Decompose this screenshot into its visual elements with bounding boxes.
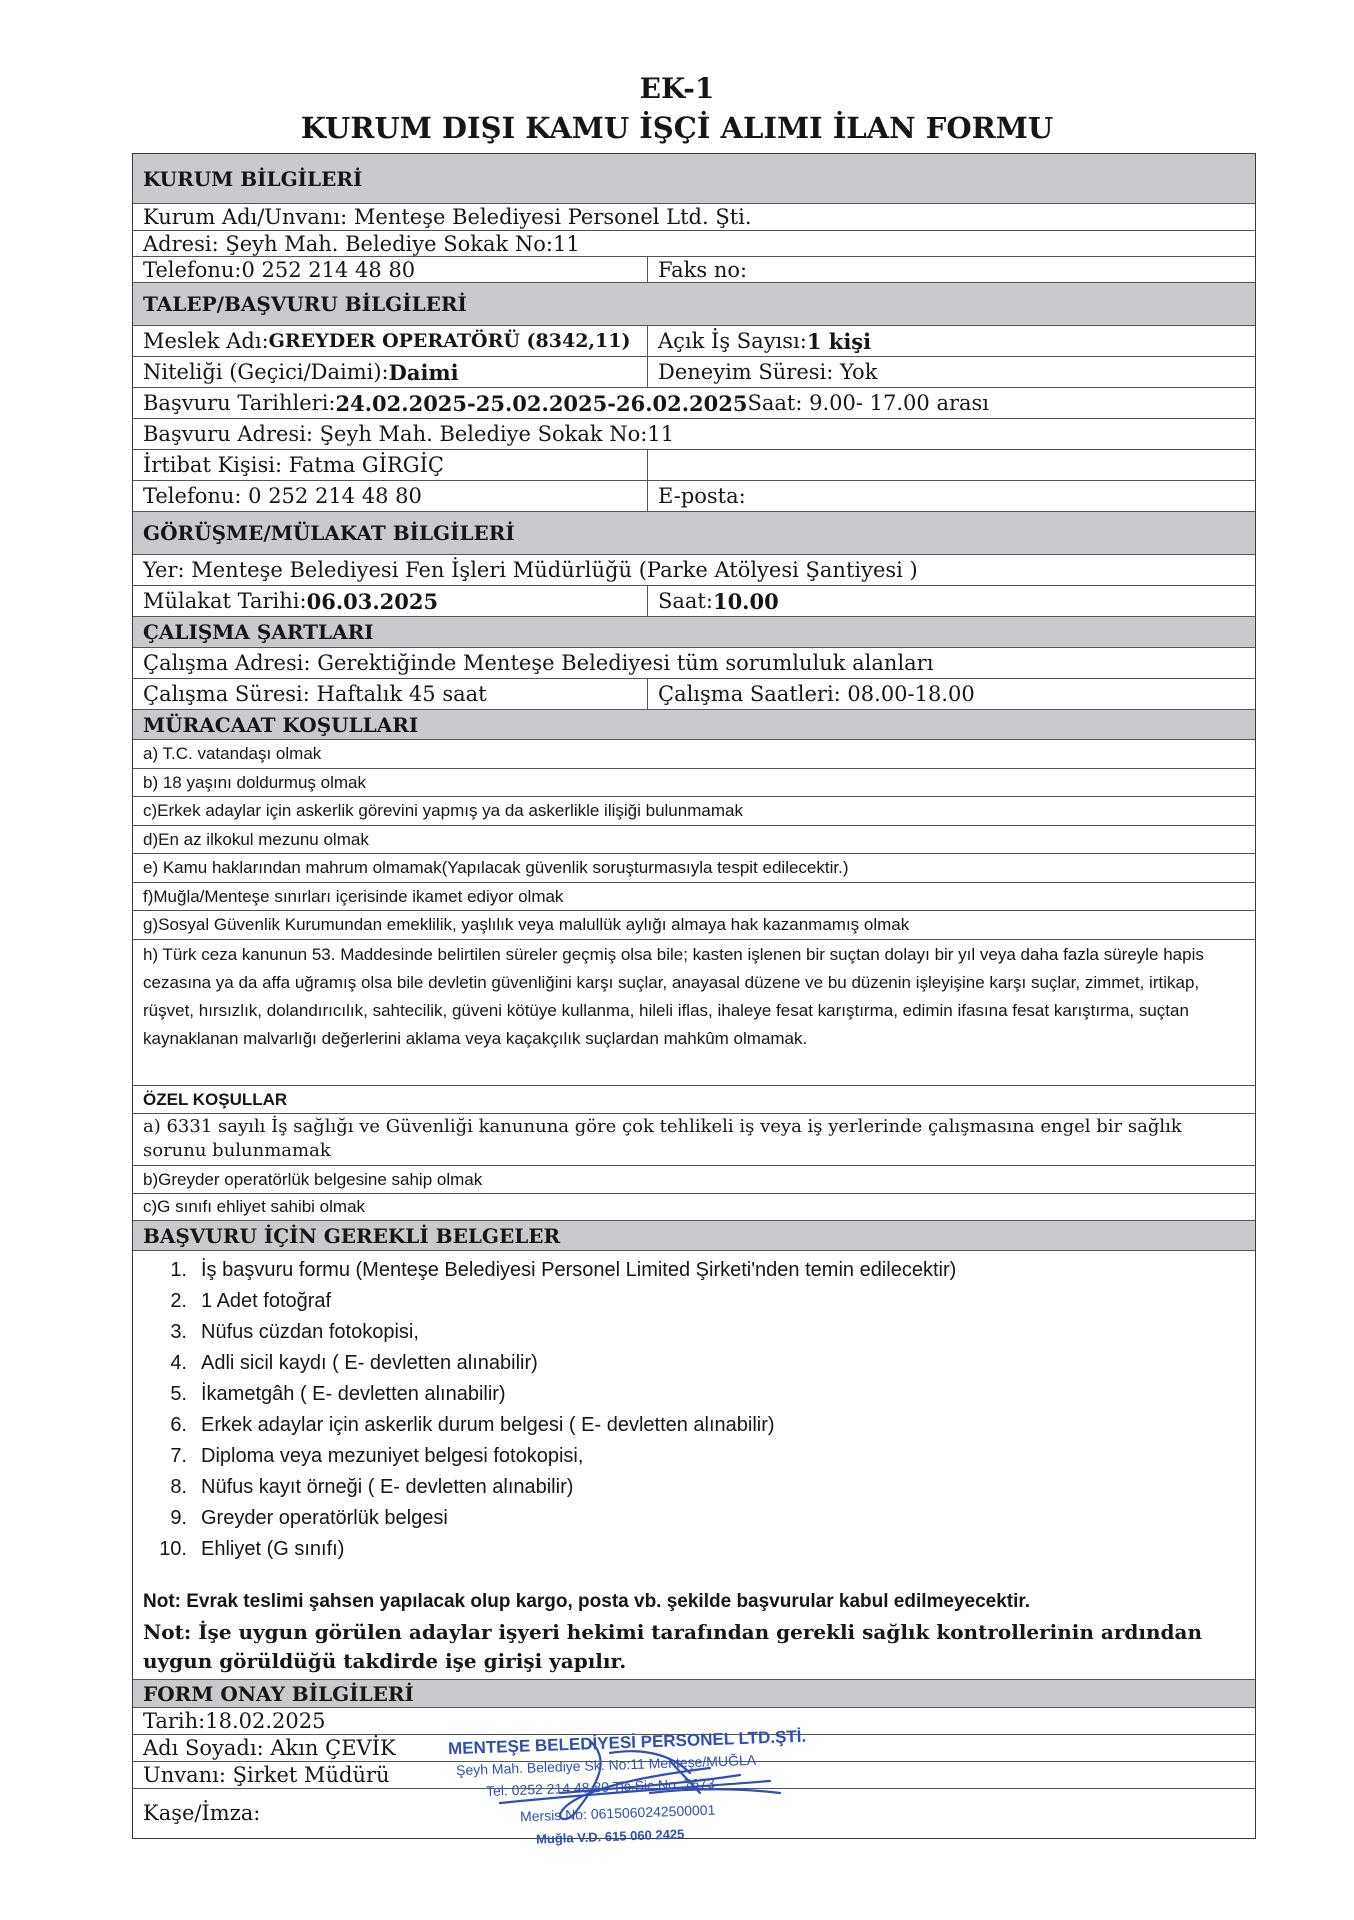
- belge-item: 4. Adli sicil kaydı ( E- devletten alınabilir): [170, 1351, 538, 1374]
- ozel-item-c-text: c)G sınıfı ehliyet sahibi olmak: [143, 1197, 366, 1216]
- kurum-phone: Telefonu:0 252 214 48 80: [143, 257, 416, 282]
- section-header-muracaat: MÜRACAAT KOŞULLARI: [133, 710, 1255, 740]
- onay-kase: Kaşe/İmza:: [143, 1801, 261, 1825]
- muracaat-item-text: e) Kamu haklarından mahrum olmamak(Yapılacak güvenlik soruşturmasıyla tespit edilecektir.): [143, 858, 849, 877]
- document-header: [0, 70, 1354, 148]
- irtibat-empty-cell: [647, 450, 1255, 480]
- belge-item: 10. Ehliyet (G sınıfı): [159, 1537, 345, 1560]
- kurum-address-row: [133, 231, 1255, 257]
- belge-item: 7. Diploma veya mezuniyet belgesi fotokopisi,: [170, 1444, 584, 1467]
- belgeler-note-1: [133, 1587, 1255, 1617]
- ozel-item-c: [133, 1194, 1255, 1221]
- section-header-kurum: KURUM BİLGİLERİ: [133, 154, 1255, 204]
- muracaat-item-h: [133, 940, 1255, 1086]
- belgeler-note-2-text: Not: İşe uygun görülen adaylar işyeri hekimi tarafından gerekli sağlık kontrollerinin ardından uygun görüldüğü takdirde işe girişi yapılır.: [143, 1620, 1202, 1673]
- belge-item: 6. Erkek adaylar için askerlik durum belgesi ( E- devletten alınabilir): [170, 1413, 775, 1436]
- muracaat-item: [133, 854, 1255, 883]
- muracaat-item: [133, 769, 1255, 797]
- muracaat-item: [133, 883, 1255, 911]
- muracaat-item: [133, 797, 1255, 826]
- stamp-line-2: Şeyh Mah. Belediye Sk. No:11 Menteşe/MUĞLA: [455, 1751, 757, 1779]
- ozel-item-b-text: b)Greyder operatörlük belgesine sahip olmak: [143, 1169, 483, 1189]
- form-title: KURUM DIŞI KAMU İŞÇİ ALIMI İLAN FORMU: [300, 111, 1054, 145]
- ozel-item-b: [133, 1166, 1255, 1194]
- muracaat-item-text: d)En az ilkokul mezunu olmak: [143, 829, 369, 849]
- belge-item: 3. Nüfus cüzdan fotokopisi,: [170, 1320, 419, 1343]
- ozel-item-a: [133, 1114, 1255, 1166]
- muracaat-item-text: f)Muğla/Menteşe sınırları içerisinde ikamet ediyor olmak: [143, 886, 564, 906]
- section-header-ozel: [133, 1086, 1255, 1114]
- muracaat-item-text: g)Sosyal Güvenlik Kurumundan emeklilik, yaşlılık veya malullük aylığı almaya hak kazanmamış olmak: [143, 915, 910, 934]
- talep-eposta: E-posta:: [647, 481, 1255, 511]
- mulakat-row: [133, 586, 1255, 617]
- onay-tarih: Tarih:18.02.2025: [143, 1709, 326, 1733]
- muracaat-item: [133, 740, 1255, 769]
- ozel-heading: ÖZEL KOŞULLAR: [143, 1089, 288, 1109]
- belgeler-note-2: [133, 1617, 1255, 1680]
- belge-item: 2. 1 Adet fotoğraf: [170, 1289, 332, 1312]
- section-header-talep: TALEP/BAŞVURU BİLGİLERİ: [133, 283, 1255, 326]
- belge-item: 5. İkametgâh ( E- devletten alınabilir): [170, 1382, 506, 1405]
- basvuru-tarih-row: [133, 388, 1255, 419]
- kurum-name: Kurum Adı/Unvanı: Menteşe Belediyesi Personel Ltd. Şti.: [143, 205, 752, 229]
- muracaat-item-text: c)Erkek adaylar için askerlik görevini yapmış ya da askerlikle ilişiği bulunmamak: [143, 801, 743, 820]
- calisma-adres-row: [133, 648, 1255, 679]
- section-header-gorusme: GÖRÜŞME/MÜLAKAT BİLGİLERİ: [133, 512, 1255, 555]
- annex-label: EK-1: [639, 72, 715, 105]
- mulakat-tarihi: Mülakat Tarihi: 06.03.2025: [143, 588, 439, 614]
- signature-icon: [440, 1733, 860, 1863]
- basvuru-adres-row: [133, 419, 1255, 450]
- gorusme-yer-row: [133, 555, 1255, 586]
- calisma-saatleri: Çalışma Saatleri: 08.00-18.00: [647, 679, 1255, 709]
- section-header-calisma: ÇALIŞMA ŞARTLARI: [133, 617, 1255, 648]
- stamp-line-1: MENTEŞE BELEDİYESİ PERSONEL LTD.ŞTİ.: [447, 1726, 807, 1759]
- onay-unvan: Unvanı: Şirket Müdürü: [143, 1763, 390, 1787]
- ozel-item-a-text: a) 6331 sayılı İş sağlığı ve Güvenliği kanununa göre çok tehlikeli iş veya iş yerlerinde çalışmasına engel bir sağlık sorunu bulunmamak: [143, 1116, 1182, 1161]
- acik-is-sayisi: Açık İş Sayısı: 1 kişi: [647, 326, 1255, 356]
- kurum-fax: Faks no:: [647, 257, 1255, 282]
- section-header-onay: FORM ONAY BİLGİLERİ: [133, 1680, 1255, 1708]
- muracaat-item: [133, 826, 1255, 854]
- talep-phone: Telefonu: 0 252 214 48 80: [143, 484, 422, 508]
- basvuru-tarihleri: Başvuru Tarihleri: 24.02.2025-25.02.2025-26.02.2025 Saat: 9.00- 17.00 arası: [143, 390, 990, 416]
- belgeler-note-1-text: Not: Evrak teslimi şahsen yapılacak olup kargo, posta vb. şekilde başvurular kabul edilmeyecektir.: [143, 1591, 1031, 1612]
- stamp-line-5: Muğla V.D. 615 060 2425: [535, 1826, 685, 1847]
- nitelik-row: [133, 357, 1255, 388]
- kurum-name-row: [133, 204, 1255, 231]
- basvuru-adresi: Başvuru Adresi: Şeyh Mah. Belediye Sokak No:11: [143, 422, 675, 446]
- stamp-line-3: Tel: 0252 214 48 80 Tic.Sic.No: 7673: [485, 1775, 716, 1799]
- kurum-address: Adresi: Şeyh Mah. Belediye Sokak No:11: [143, 231, 580, 256]
- onay-adsoyad: Adı Soyadı: Akın ÇEVİK: [143, 1736, 396, 1760]
- meslek-row: [133, 326, 1255, 357]
- gorusme-yer: Yer: Menteşe Belediyesi Fen İşleri Müdürlüğü (Parke Atölyesi Şantiyesi ): [143, 558, 918, 582]
- talep-phone-row: [133, 481, 1255, 512]
- calisma-sure-row: [133, 679, 1255, 710]
- muracaat-item-text: a) T.C. vatandaşı olmak: [143, 744, 322, 763]
- meslek: Meslek Adı: GREYDER OPERATÖRÜ (8342,11): [143, 329, 631, 353]
- irtibat-kisisi: İrtibat Kişisi: Fatma GİRGİÇ: [143, 453, 444, 477]
- company-stamp: [440, 1726, 860, 1863]
- belge-item: 1. İş başvuru formu (Menteşe Belediyesi Personel Limited Şirketi'nden temin edilecektir): [170, 1258, 957, 1281]
- deneyim: Deneyim Süresi: Yok: [647, 357, 1255, 387]
- mulakat-saat: Saat: 10.00: [647, 586, 1255, 616]
- muracaat-item-text: b) 18 yaşını doldurmuş olmak: [143, 772, 366, 792]
- kurum-phone-row: [133, 257, 1255, 283]
- section-header-belgeler: BAŞVURU İÇİN GEREKLİ BELGELER: [133, 1221, 1255, 1251]
- irtibat-row: [133, 450, 1255, 481]
- calisma-adresi: Çalışma Adresi: Gerektiğinde Menteşe Belediyesi tüm sorumluluk alanları: [143, 651, 934, 675]
- form-table: [132, 153, 1256, 1839]
- belge-item: 9. Greyder operatörlük belgesi: [170, 1506, 448, 1529]
- stamp-line-4: Mersis No: 0615060242500001: [519, 1801, 716, 1825]
- calisma-suresi: Çalışma Süresi: Haftalık 45 saat: [143, 682, 487, 706]
- muracaat-item: [133, 911, 1255, 940]
- belgeler-list-area: [133, 1251, 1255, 1587]
- muracaat-item-h-text: h) Türk ceza kanunun 53. Maddesinde belirtilen süreler geçmiş olsa bile; kasten işlenen bir suçtan dolayı bir yıl veya daha fazla süreyle hapis cezasına ya da affa uğramış olsa bile devletin güvenliğini karşı suçlar, anayasal düzene ve bu düzenin işleyişine karşı suçlar, zimmet, irtikap, rüşvet, hırsızlık, dolandırıcılık, sahtecilik, güveni kötüye kullanma, hileli iflas, ihaleye fesat karıştırma, edimin ifasına fesat karıştırma, suçtan kaynaklanan malvarlığı değerlerini aklama veya kaçakçılık suçlardan mahkûm olmamak.: [143, 945, 1204, 1048]
- belge-item: 8. Nüfus kayıt örneği ( E- devletten alınabilir): [170, 1475, 574, 1498]
- nitelik: Niteliği (Geçici/Daimi): Daimi: [143, 359, 459, 385]
